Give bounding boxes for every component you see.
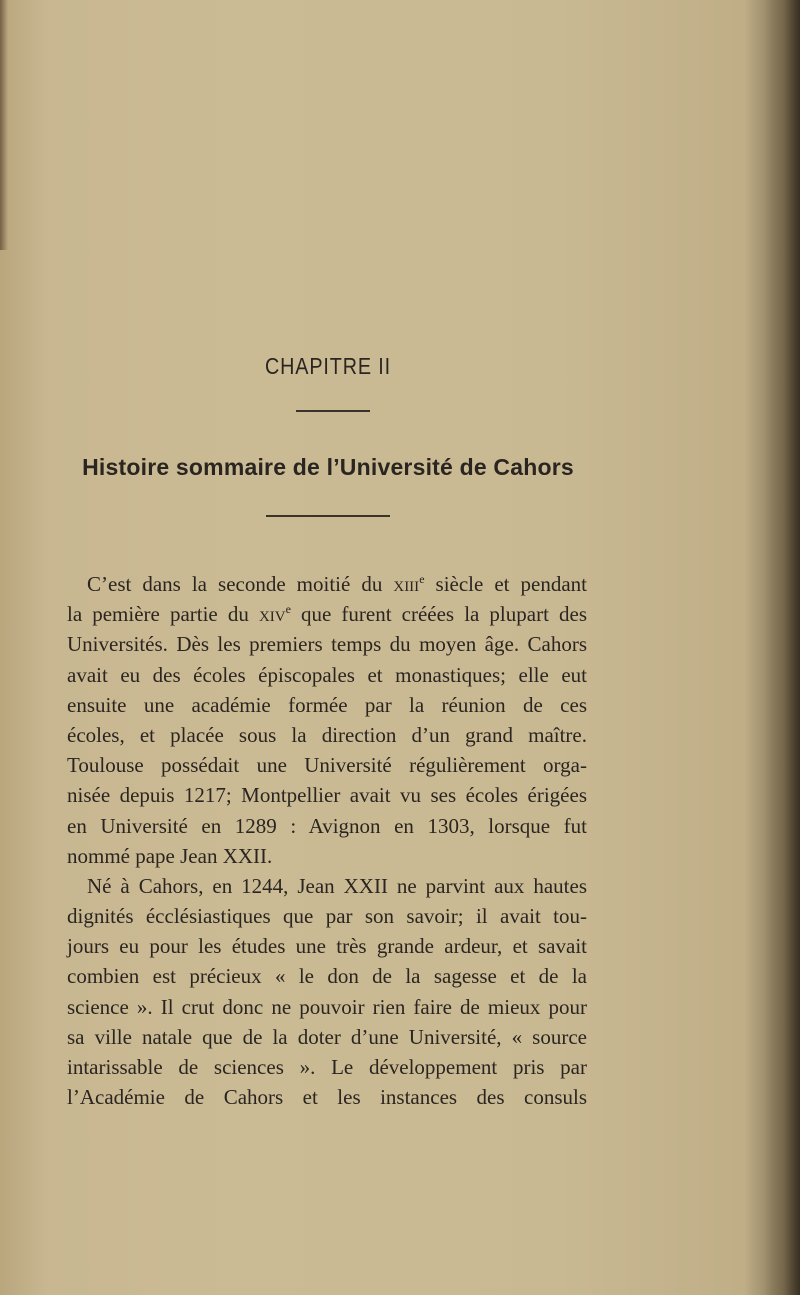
text-line: écoles, et placée sous la direction d’un grand maître. xyxy=(67,722,587,747)
text-line: C’est dans la seconde moitié du xiii$^e$ siècle et pendant xyxy=(87,572,587,596)
body-text xyxy=(67,569,587,1112)
text-line: l’Académie de Cahors et les instances des consuls xyxy=(67,1085,587,1110)
chapter-title: Histoire sommaire de l’Université de Cahors xyxy=(82,454,574,480)
text-line: sa ville natale que de la doter d’une Université, « source xyxy=(67,1024,587,1049)
text-line: Universités. Dès les premiers temps du moyen âge. Cahors xyxy=(67,632,587,657)
page-edge-shadow xyxy=(0,0,8,250)
binding-gutter xyxy=(764,0,800,1295)
divider-rule xyxy=(296,410,370,412)
text-line: combien est précieux « le don de la sagesse et de la xyxy=(67,964,587,989)
chapter-label: CHAPITRE II xyxy=(265,353,391,379)
text-line: avait eu des écoles épiscopales et monastiques; elle eut xyxy=(67,662,587,687)
text-line: nommé pape Jean XXII. xyxy=(67,843,273,868)
text-line: Toulouse possédait une Université régulièrement orga- xyxy=(67,753,587,778)
text-line: ensuite une académie formée par la réunion de ces xyxy=(67,692,587,717)
text-line: Né à Cahors, en 1244, Jean XXII ne parvint aux hautes xyxy=(87,873,587,898)
text-line: science ». Il crut donc ne pouvoir rien faire de mieux pour xyxy=(67,994,587,1019)
divider-rule xyxy=(266,515,390,517)
text-line: dignités écclésiastiques que par son savoir; il avait tou- xyxy=(67,904,587,929)
text-line: nisée depuis 1217; Montpellier avait vu ses écoles érigées xyxy=(67,783,587,808)
text-line: jours eu pour les études une très grande ardeur, et savait xyxy=(67,934,587,959)
text-line: intarissable de sciences ». Le développement pris par xyxy=(67,1055,587,1079)
text-line: la pemière partie du xiv$^e$ que furent créées la plupart des xyxy=(67,602,587,627)
text-line: en Université en 1289 : Avignon en 1303, lorsque fut xyxy=(67,813,587,838)
